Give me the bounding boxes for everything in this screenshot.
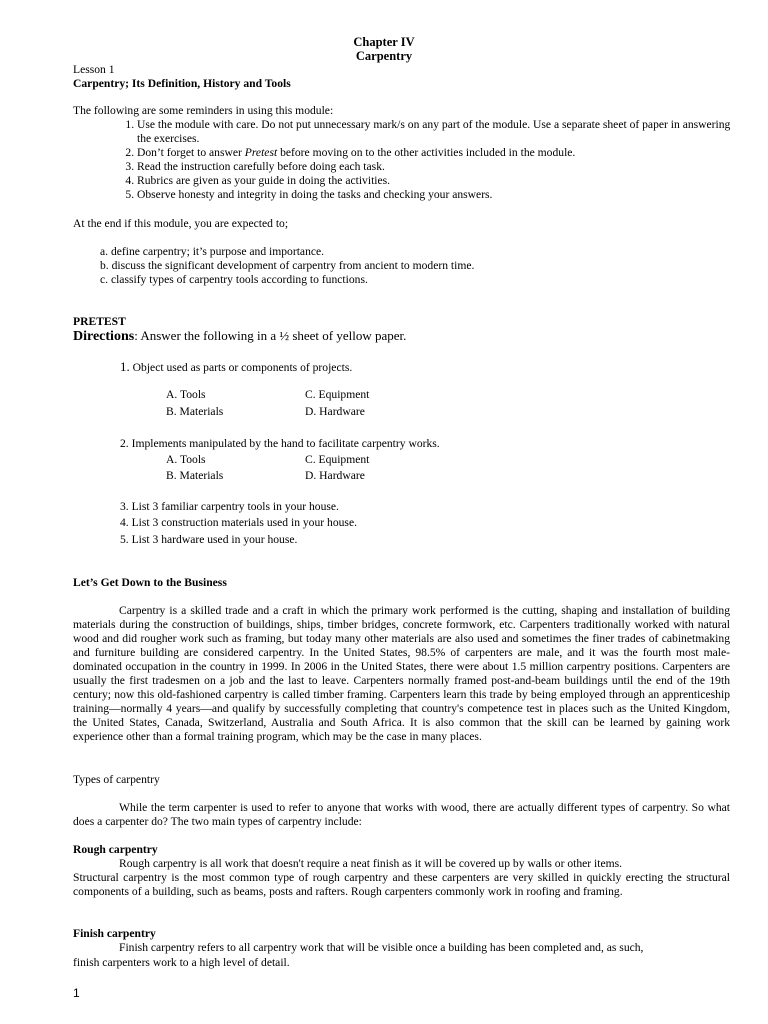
option: A. Tools [166,453,206,466]
types-paragraph: While the term carpenter is used to refer to anyone that works with wood, there are actually different types of carpentry. So what does a carpenter do? The two main types of carpentry include: [73,801,730,828]
directions-text: : Answer the following in a ½ sheet of yellow paper. [134,328,407,343]
chapter-subject: Carpentry [355,49,413,63]
types-heading: Types of carpentry [73,773,160,786]
objectives-intro: At the end if this module, you are expected to; [73,217,289,230]
question-2: 2. Implements manipulated by the hand to facilitate carpentry works. [120,437,440,450]
option: B. Materials [166,469,224,482]
directions [73,329,406,344]
question-text: Object used as parts or components of projects. [132,361,353,374]
directions-label: Directions [73,329,135,344]
question-5: 5. List 3 hardware used in your house. [120,533,298,546]
rough-line-1: Rough carpentry is all work that doesn't require a neat finish as it will be covered up by walls or other items. [119,857,623,870]
question-1 [120,360,352,375]
reminders-list [73,118,733,202]
option: C. Equipment [305,453,370,466]
option: B. Materials [166,405,224,418]
business-heading: Let’s Get Down to the Business [73,576,227,589]
option: D. Hardware [305,469,365,482]
option: C. Equipment [305,388,370,401]
reminder-item: 1. Use the module with care. Do not put unnecessary mark/s on any part of the module. Use a separate sheet of paper in answering the exercises. [137,118,733,146]
lesson-title: Carpentry; Its Definition, History and Tools [73,77,291,90]
reminder-item: 2. Don’t forget to answer Pretest before moving on to the other activities included in the module. [137,146,733,160]
finish-line-1: Finish carpentry refers to all carpentry work that will be visible once a building has been completed and, as such, [119,941,644,954]
option: D. Hardware [305,405,365,418]
option: A. Tools [166,388,206,401]
rough-heading: Rough carpentry [73,843,158,856]
finish-line-2: finish carpenters work to a high level of detail. [73,956,290,969]
lesson-label: Lesson 1 [73,63,115,76]
objective-item: c. classify types of carpentry tools according to functions. [100,273,368,286]
reminders-intro: The following are some reminders in using this module: [73,104,334,117]
page-number: 1 [73,986,80,1000]
chapter-number: Chapter IV [353,35,415,49]
reminder-item: 3. Read the instruction carefully before doing each task. [137,160,733,174]
rough-line-2: Structural carpentry is the most common type of rough carpentry and these carpenters are very skilled in quickly erecting the structural components of a building, such as beams, posts and rafters. Rough carpenters commonly work in roofing and framing. [73,871,730,898]
objective-item: a. define carpentry; it’s purpose and importance. [100,245,325,258]
chapter-heading [0,35,768,63]
finish-heading: Finish carpentry [73,927,156,940]
reminder-item: 5. Observe honesty and integrity in doing the tasks and checking your answers. [137,188,733,202]
objective-item: b. discuss the significant development of carpentry from ancient to modern time. [100,259,475,272]
pretest-heading: PRETEST [73,315,126,328]
reminder-item: 4. Rubrics are given as your guide in doing the activities. [137,174,733,188]
business-paragraph: Carpentry is a skilled trade and a craft in which the primary work performed is the cutting, shaping and installation of building materials during the construction of buildings, ships, timber bridges, concrete formwork, etc. Carpenters traditionally worked with natural wood and did rougher work such as framing, but today many other materials are also used and sometimes the finer trades of cabinetmaking and furniture building are considered carpentry. In the United States, 98.5% of carpenters are male, and it was the fourth most male-dominated occupation in the country in 1999. In 2006 in the United States, there were about 1.5 million carpentry positions. Carpenters are usually the first tradesmen on a job and the last to leave. Carpenters normally framed post-and-beam buildings until the end of the 19th century; now this old-fashioned carpentry is called timber framing. Carpenters learn this trade by being employed through an apprenticeship training—normally 4 years—and qualify by successfully completing that country's competence test in places such as the United Kingdom, the United States, Canada, Switzerland, Australia and South Africa. It is also common that the skill can be learned by gaining work experience other than a formal training program, which may be the case in many places. [73,604,730,743]
question-4: 4. List 3 construction materials used in your house. [120,516,357,529]
question-number: 1. [120,359,130,374]
question-3: 3. List 3 familiar carpentry tools in your house. [120,500,339,513]
